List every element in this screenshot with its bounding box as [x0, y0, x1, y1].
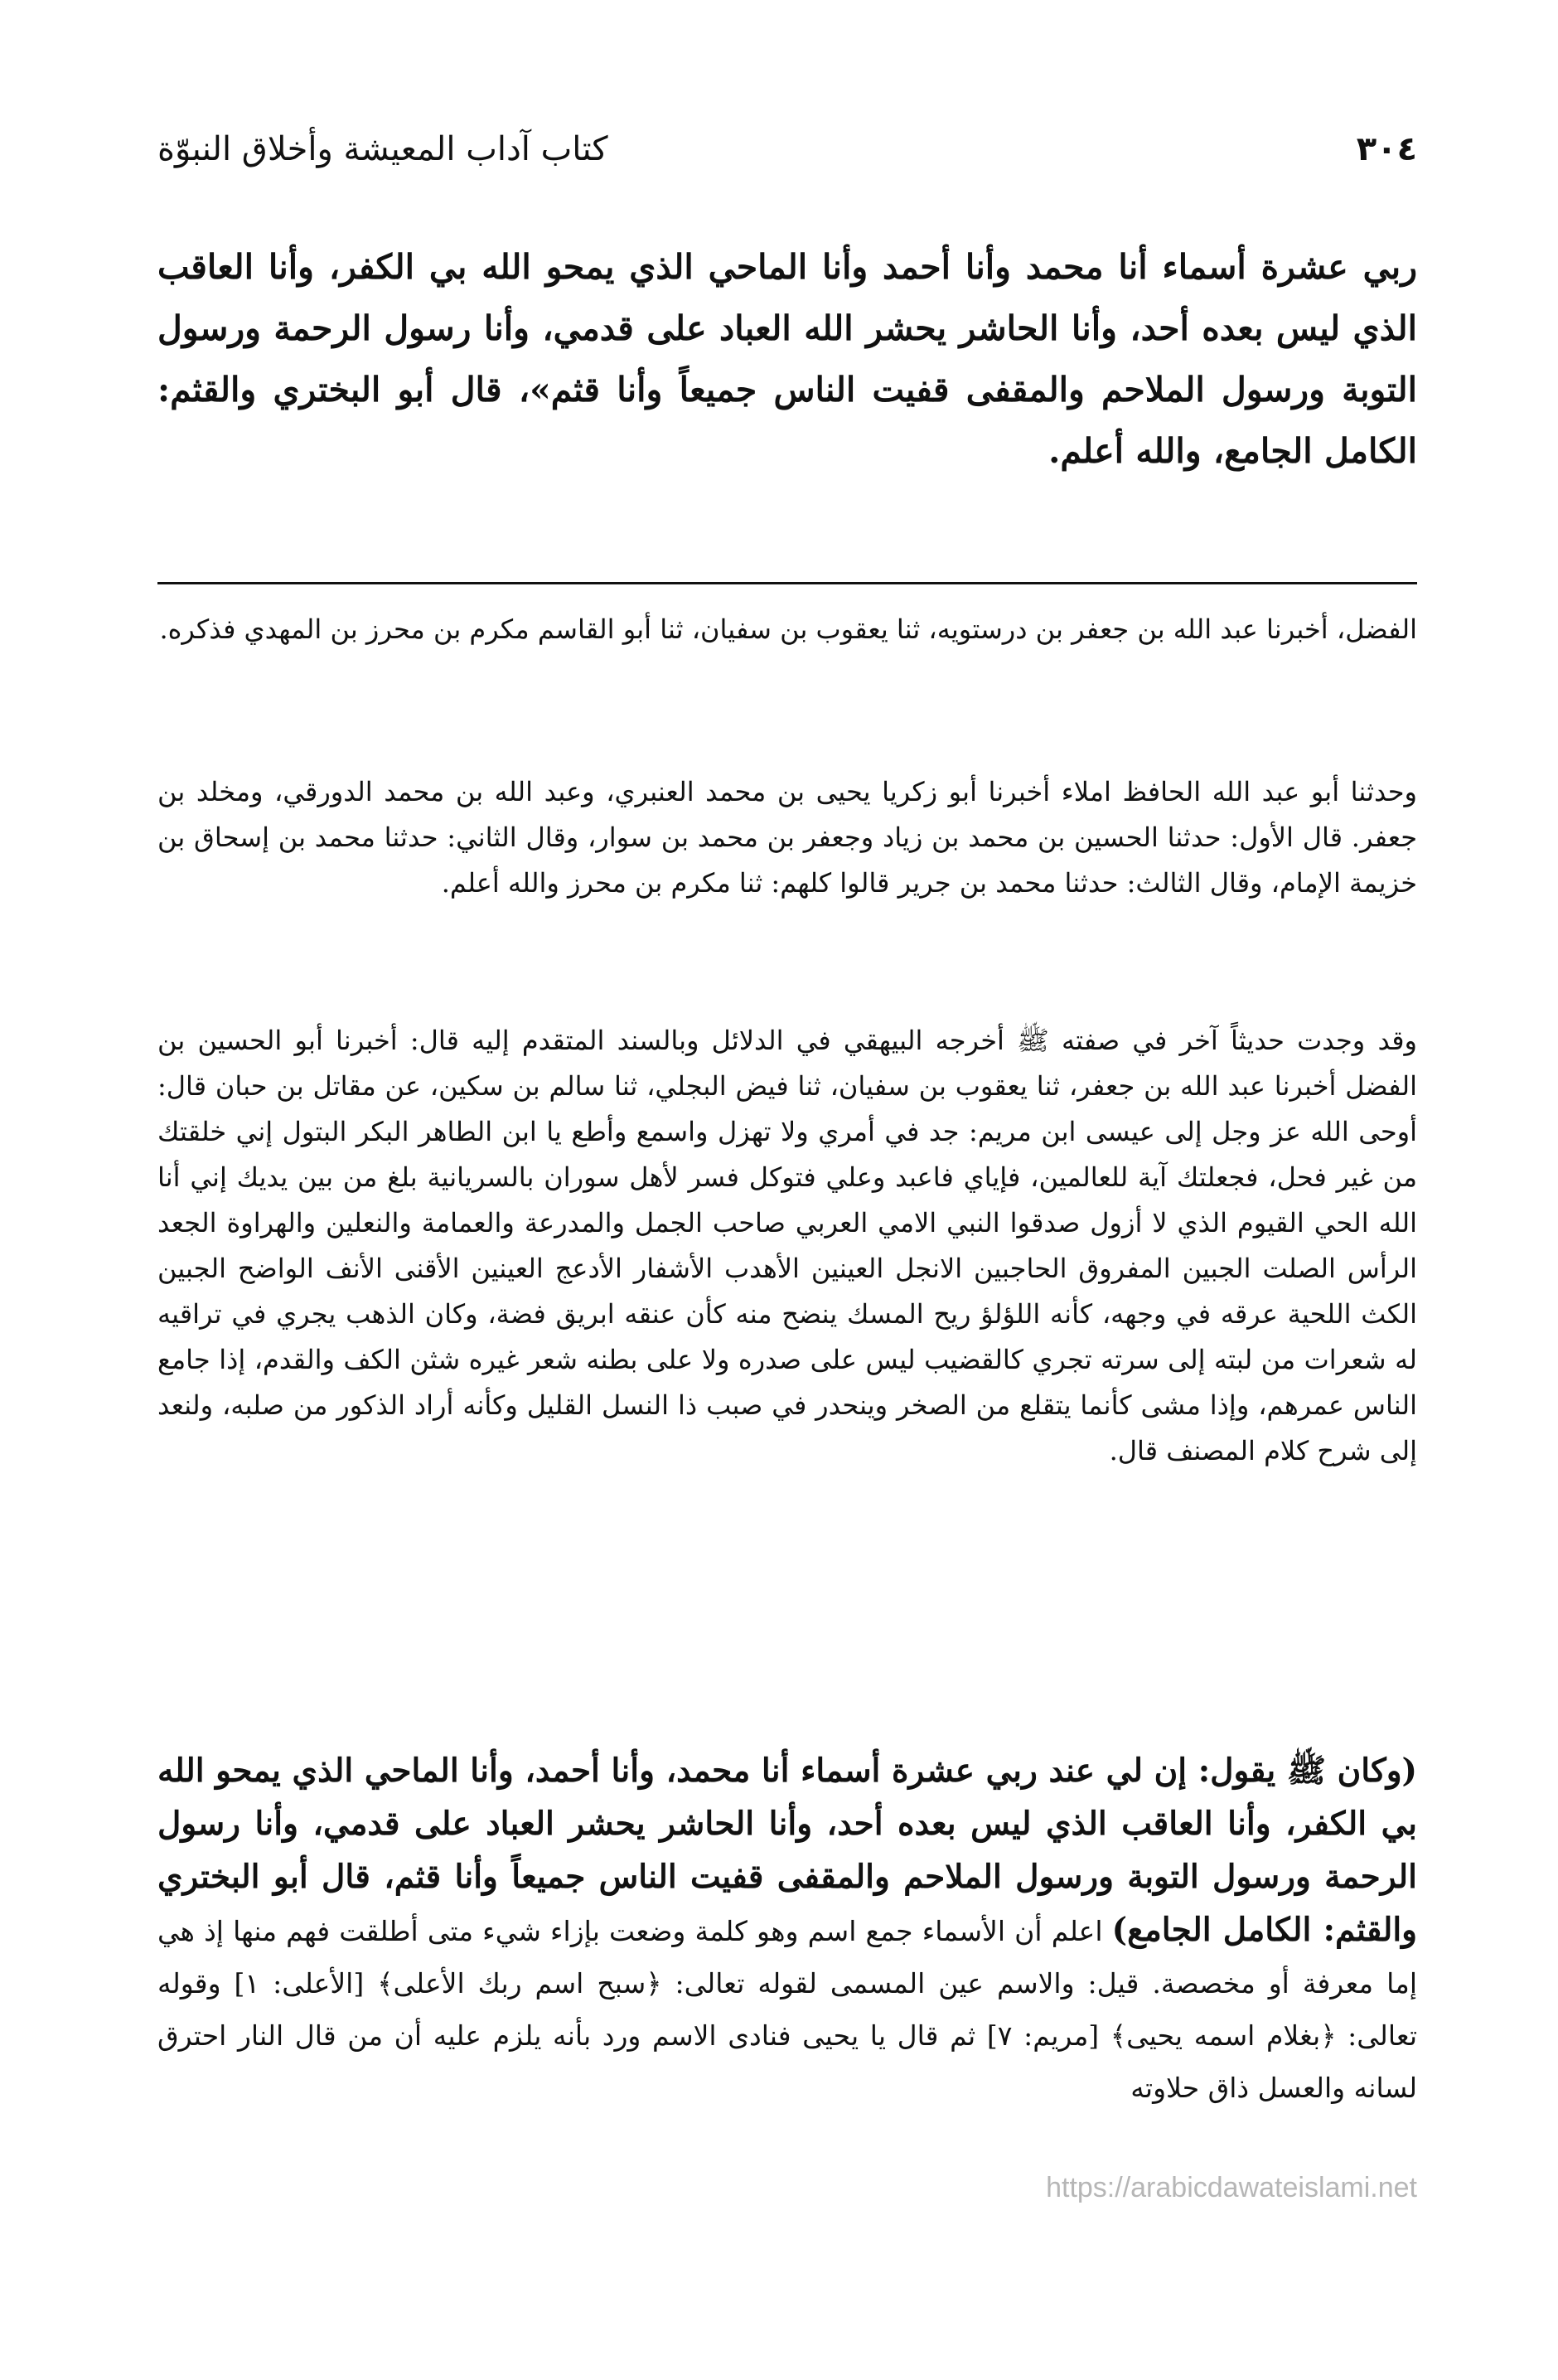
quoted-hadith-text: (وكان ﷺ يقول: إن لي عند ربي عشرة أسماء أنا محمد، وأنا أحمد، وأنا الماحي الذي يمحو الله بي الكفر، وأنا العاقب الذي ليس بعده أحد، وأنا الحاشر يحشر العباد على قدمي، وأنا رسول الرحمة ورسول التوبة ورسول الملاحم والمقفى قفيت الناس جميعاً وأنا قثم، قال أبو البختري والقثم: الكامل الجامع): [157, 1752, 1417, 1949]
commentary-explanation: اعلم أن الأسماء جمع اسم وهو كلمة وضعت بإزاء شيء متى أطلقت فهم منها إذ هي إما معرفة أو مخصصة. قيل: والاسم عين المسمى لقوله تعالى: ﴿سبح اسم ربك الأعلى﴾ [الأعلى: ١] وقوله تعالى: ﴿بغلام اسمه يحيى﴾ [مريم: ٧] ثم قال يا يحيى فنادى الاسم ورد بأنه يلزم عليه أن من قال النار احترق لسانه والعسل ذاق حلاوته: [157, 1915, 1418, 2104]
footnote-paragraph-3: وقد وجدت حديثاً آخر في صفته ﷺ أخرجه البيهقي في الدلائل وبالسند المتقدم إليه قال: أخبرنا أبو الحسين بن الفضل أخبرنا عبد الله بن جعفر، ثنا يعقوب بن سفيان، ثنا فيض البجلي، ثنا سالم بن سكين، عن مقاتل بن حبان قال: أوحى الله عز وجل إلى عيسى ابن مريم: جد في أمري ولا تهزل واسمع وأطع يا ابن الطاهر البكر البتول إني خلقتك من غير فحل، فجعلتك آية للعالمين، فإياي فاعبد وعلي فتوكل فسر لأهل سوران بالسريانية بلغ من بين يديك إني أنا الله الحي القيوم الذي لا أزول صدقوا النبي الامي العربي صاحب الجمل والمدرعة والعمامة والنعلين والهراوة الجعد الرأس الصلت الجبين المفروق الحاجبين الانجل العينين الأهدب الأشفار الأدعج العينين الأقنى الأنف الواضح الجبين الكث اللحية عرقه في وجهه، كأنه اللؤلؤ ريح المسك ينضح منه كأن عنقه ابريق فضة، وكان الذهب يجري في تراقيه له شعرات من لبته إلى سرته تجري كالقضيب ليس على صدره ولا على بطنه شعر غيره شثن الكف والقدم، إذا جامع الناس عمرهم، وإذا مشى كأنما يتقلع من الصخر وينحدر في صبب ذا النسل القليل وكأنه أراد الذكور من صلبه، ولنعد إلى شرح كلام المصنف قال.: [157, 1025, 1418, 1466]
footnote-paragraph-2: وحدثنا أبو عبد الله الحافظ املاء أخبرنا أبو زكريا يحيى بن محمد العنبري، وعبد الله بن محمد الدورقي، ومخلد بن جعفر. قال الأول: حدثنا الحسين بن محمد بن زياد وجعفر بن محمد بن سوار، وقال الثاني: حدثنا محمد بن إسحاق بن خزيمة الإمام، وقال الثالث: حدثنا محمد بن جرير قالوا كلهم: ثنا مكرم بن محرز والله أعلم.: [157, 776, 1418, 899]
main-text-paragraph: ربي عشرة أسماء أنا محمد وأنا أحمد وأنا الماحي الذي يمحو الله بي الكفر، وأنا العاقب الذي ليس بعده أحد، وأنا الحاشر يحشر الله العباد على قدمي، وأنا رسول الرحمة ورسول التوبة ورسول الملاحم والمقفى قفيت الناس جميعاً وأنا قثم»، قال أبو البختري والقثم: الكامل الجامع، والله أعلم.: [157, 247, 1417, 471]
commentary-paragraph: [157, 1745, 1417, 2114]
book-page: [157, 0, 1417, 2380]
page-header: [157, 120, 1417, 178]
footnote-divider: [157, 582, 1417, 584]
running-title: كتاب آداب المعيشة وأخلاق النبوّة: [157, 130, 608, 168]
page-number: ٣٠٤: [1356, 130, 1417, 168]
website-watermark: https://arabicdawateislami.net: [1046, 2172, 1417, 2203]
footnote-paragraph-1: الفضل، أخبرنا عبد الله بن جعفر بن درستويه، ثنا يعقوب بن سفيان، ثنا أبو القاسم مكرم بن محرز بن المهدي فذكره.: [159, 613, 1417, 645]
